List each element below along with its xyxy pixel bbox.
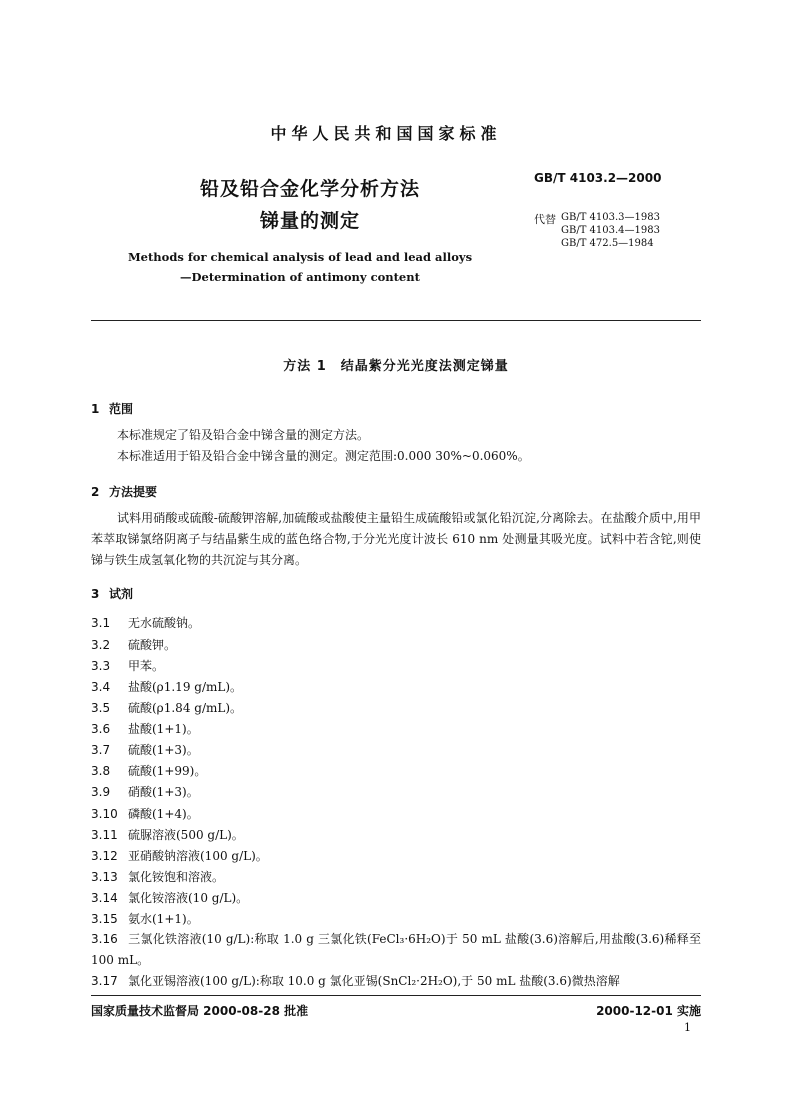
implementation-date: 2000-12-01 实施 — [596, 1004, 701, 1018]
document-title-line1: 铅及铅合金化学分析方法 — [199, 178, 420, 200]
replaced-standard: GB/T 4103.4—1983 — [561, 225, 660, 236]
section-number: 1 — [91, 402, 100, 416]
reagent-item: 3.13 氯化铵饱和溶液。 — [91, 870, 225, 884]
reagent-item: 3.3 甲苯。 — [91, 659, 165, 673]
section-heading-scope — [91, 400, 133, 417]
english-title-line2: —Determination of antimony content — [180, 270, 420, 284]
replaced-standard: GB/T 4103.3—1983 — [561, 212, 660, 223]
section-title: 方法提要 — [109, 485, 158, 499]
footer-divider — [91, 995, 701, 996]
principle-paragraph: 试料用硝酸或硫酸-硫酸钾溶解,加硫酸或盐酸使主量铅生成硫酸铅或氯化铅沉淀,分离除去。在盐酸介质中,用甲苯萃取锑氯络阴离子与结晶紫生成的蓝色络合物,于分光光度计波长 610 nm 处测量其吸光度。试料中若含铊,则使锑与铁生成氢氧化物的共沉淀与其分离。 — [91, 511, 701, 567]
reagent-item: 3.2 硫酸钾。 — [91, 638, 177, 652]
reagent-item: 3.15 氨水(1+1)。 — [91, 912, 199, 926]
reagent-item-long: 3.16 三氯化铁溶液(10 g/L):称取 1.0 g 三氯化铁(FeCl₃·6H₂O)于 50 mL 盐酸(3.6)溶解后,用盐酸(3.6)稀释至 100 mL。 — [91, 932, 701, 967]
section-heading-principle — [91, 483, 157, 500]
reagent-item: 3.9 硝酸(1+3)。 — [91, 785, 199, 799]
document-title-line2: 锑量的测定 — [259, 210, 360, 232]
reagent-item: 3.7 硫酸(1+3)。 — [91, 743, 199, 757]
reagent-item: 3.4 盐酸(ρ1.19 g/mL)。 — [91, 680, 243, 694]
reagent-item-long: 3.17 氯化亚锡溶液(100 g/L):称取 10.0 g 氯化亚锡(SnCl₂·2H₂O),于 50 mL 盐酸(3.6)微热溶解 — [91, 974, 620, 988]
reagent-item: 3.11 硫脲溶液(500 g/L)。 — [91, 828, 244, 842]
replaces-label: 代替 — [534, 213, 556, 226]
scope-paragraph: 本标准规定了铅及铅合金中锑含量的测定方法。 — [117, 428, 370, 442]
section-title: 试剂 — [109, 587, 134, 601]
section-number: 2 — [91, 485, 100, 499]
issuing-country-label: 中华人民共和国国家标准 — [270, 124, 502, 143]
reagent-item: 3.6 盐酸(1+1)。 — [91, 722, 199, 736]
section-title: 范围 — [109, 402, 134, 416]
approval-info: 国家质量技术监督局 2000-08-28 批准 — [91, 1004, 309, 1018]
reagent-item: 3.14 氯化铵溶液(10 g/L)。 — [91, 891, 249, 905]
section-number: 3 — [91, 587, 100, 601]
reagent-item: 3.8 硫酸(1+99)。 — [91, 764, 207, 778]
reagent-item: 3.1 无水硫酸钠。 — [91, 616, 201, 630]
reagent-item: 3.10 磷酸(1+4)。 — [91, 807, 199, 821]
english-title-line1: Methods for chemical analysis of lead and lead alloys — [127, 250, 473, 264]
page-number: 1 — [684, 1021, 691, 1034]
section-heading-reagents — [91, 585, 133, 602]
header-divider — [91, 320, 701, 321]
reagent-item: 3.12 亚硝酸钠溶液(100 g/L)。 — [91, 849, 268, 863]
standard-number: GB/T 4103.2—2000 — [534, 171, 662, 185]
method-heading: 方法 1 结晶紫分光光度法测定锑量 — [283, 359, 509, 374]
reagent-item: 3.5 硫酸(ρ1.84 g/mL)。 — [91, 701, 243, 715]
scope-paragraph: 本标准适用于铅及铅合金中锑含量的测定。测定范围:0.000 30%~0.060%。 — [117, 449, 530, 463]
replaced-standard: GB/T 472.5—1984 — [561, 238, 654, 249]
